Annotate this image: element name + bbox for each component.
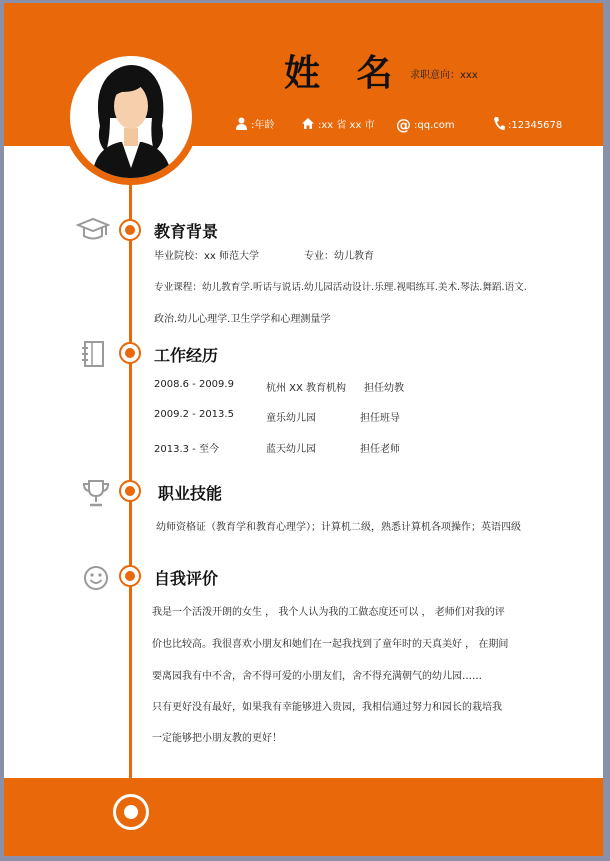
address-text: :xx 省 xx 市: [318, 120, 375, 131]
section-title-work: 工作经历: [154, 346, 219, 365]
section-title-self-eval: 自我评价: [154, 569, 219, 588]
section-title-education: 教育背景: [154, 222, 219, 241]
name-title: 姓 名: [284, 53, 405, 94]
work-period: 2008.6 - 2009.9: [154, 379, 234, 390]
timeline-node-self-eval: [119, 565, 141, 587]
self-eval-line: 价也比较高。我很喜欢小朋友和她们在一起我找到了童年时的天真美好 ， 在期间: [152, 639, 509, 650]
education-school: 毕业院校：xx 师范大学: [154, 251, 260, 262]
smiley-icon: [83, 565, 109, 595]
timeline-node-skills: [119, 480, 141, 502]
timeline-end-node: [113, 794, 149, 830]
work-org: 童乐幼儿园: [266, 413, 316, 424]
timeline-node-education: [119, 219, 141, 241]
contact-address: [301, 116, 375, 133]
person-icon: [235, 117, 248, 133]
email-text: :qq.com: [414, 120, 455, 131]
self-eval-line: 只有更好没有最好，如果我有幸能够进入贵园，我相信通过努力和园长的栽培我: [152, 702, 502, 713]
home-icon: [301, 117, 315, 133]
age-text: :年龄: [251, 120, 275, 131]
footer-band: [4, 778, 603, 856]
trophy-icon: [81, 478, 111, 512]
phone-text: :12345678: [508, 120, 563, 131]
work-role: 担任幼教: [364, 383, 404, 394]
skills-text: 幼师资格证（教育学和教育心理学）；计算机二级，熟悉计算机各项操作；英语四级: [156, 522, 521, 533]
avatar: [70, 56, 192, 178]
avatar-illustration: [70, 56, 192, 178]
resume-page: [4, 3, 603, 856]
graduation-cap-icon: [76, 217, 110, 247]
work-period: 2009.2 - 2013.5: [154, 409, 234, 420]
job-intent: 求职意向：xxx: [410, 70, 478, 81]
work-org: 杭州 XX 教育机构: [266, 383, 347, 394]
self-eval-line: 要离园我有中不舍，舍不得可爱的小朋友们，舍不得充满朝气的幼儿园……: [152, 671, 482, 682]
notebook-icon: [81, 340, 105, 372]
education-courses-line1: 专业课程：幼儿教育学.听话与说话.幼儿园活动设计.乐理.视唱练耳.美术.琴法.舞蹈.语文.: [154, 282, 527, 293]
education-courses-line2: 政治.幼儿心理学.卫生学学和心理测量学: [154, 314, 331, 325]
self-eval-line: 我是一个活泼开朗的女生 ， 我个人认为我的工做态度还可以 ， 老师们对我的评: [152, 607, 505, 618]
contact-phone: [493, 116, 562, 134]
timeline-node-work: [119, 342, 141, 364]
work-org: 蓝天幼儿园: [266, 444, 316, 455]
contact-email: [396, 116, 455, 134]
self-eval-line: 一定能够把小朋友教的更好！: [152, 733, 282, 744]
work-role: 担任班导: [360, 413, 400, 424]
work-period: 2013.3 - 至今: [154, 444, 219, 455]
education-major: 专业：幼儿教育: [304, 251, 374, 262]
work-role: 担任老师: [360, 444, 400, 455]
contact-age: [235, 116, 274, 133]
section-title-skills: 职业技能: [158, 484, 223, 503]
at-sign-icon: @: [396, 116, 411, 134]
phone-icon: [493, 116, 505, 134]
